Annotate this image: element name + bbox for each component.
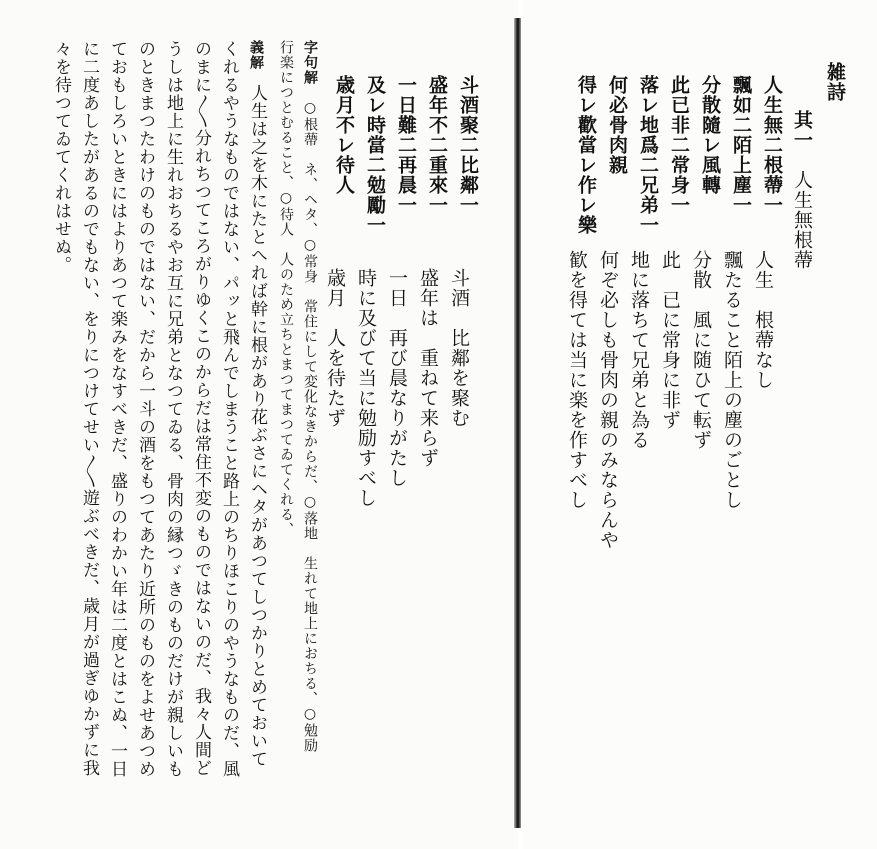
yomikudashi-line: 何ぞ必しも骨肉の親のみならんや — [597, 250, 619, 550]
yomikudashi-line: 人生 根蔕なし — [752, 250, 774, 390]
kanbun-line: 何必骨肉親 — [606, 75, 628, 175]
yomikudashi-line: 歓を得ては当に楽を作すべし — [566, 250, 588, 510]
gikai-line: うしは地上に生れおちるやお互に兄弟となつてゐる、骨肉の縁つゞきのものだけが親しいも — [163, 40, 183, 778]
kanbun-line: 盛年不二重來一 — [426, 75, 448, 215]
book-gutter — [514, 18, 521, 828]
kanbun-line: 斗酒聚二比鄰一 — [457, 75, 479, 215]
kanbun-line: 落レ地爲二兄弟一 — [637, 75, 659, 235]
right-page — [522, 0, 877, 849]
kanbun-line: 飄如二陌上塵一 — [730, 75, 752, 215]
yomikudashi-line: 此 已に常身に非ず — [659, 250, 681, 430]
gikai-label: 義解 — [248, 40, 264, 70]
kanbun-line: 此已非二常身一 — [668, 75, 690, 215]
poem-number: 其一 — [791, 110, 813, 150]
yomikudashi-line: 一日 再び晨なりがたし — [386, 268, 408, 488]
kanbun-line: 及レ時當二勉勵一 — [364, 75, 386, 235]
gikai-line: 人生は之を木にたとへれば幹に根があり花ぶさにヘタがあつてしつかりとめておいて — [247, 84, 267, 768]
yomikudashi-line: 飄たること陌上の塵のごとし — [721, 250, 743, 510]
gikai-line: のときまつたわけのものではない、だから一斗の酒をもつてあたり近所のものをよせあつめ — [135, 40, 155, 778]
yomikudashi-line: 斗酒 比鄰を聚む — [448, 268, 470, 428]
gikai-line: くれるやうなものではない、パッと飛んでしまうこと路上のちりほこりのやうなものだ、風 — [219, 40, 239, 778]
poem-heading: 雑詩 — [824, 62, 846, 102]
gikai-line: に二度あしたがあるのでもない、をりにつけてせい〳〵遊ぶべきだ、歳月が過ぎゆかずに我 — [79, 40, 99, 777]
kanbun-line: 得レ歡當レ作レ樂 — [575, 75, 597, 235]
kanbun-line: 人生無二根蔕一 — [761, 75, 783, 215]
yomikudashi-line: 地に落ちて兄弟と為る — [628, 250, 650, 450]
jikukai-label: 字句解 — [302, 40, 318, 85]
jikukai-line: ○根蔕 ネ、ヘタ、○常身 常住にして変化なきからだ、○落地 生れて地上におちる、○勉励 — [302, 100, 318, 753]
jikukai-line: 行楽につとむること、○待人 人のため立ちとまつてまつてゐてくれる、 — [278, 40, 294, 537]
kanbun-line: 分散隨レ風轉 — [699, 75, 721, 195]
gikai-line: ておもしろいときにはよりあつて楽みをなすべきだ、盛りのわかい年は二度とはこぬ、一日 — [107, 40, 127, 778]
poem-subtitle: 人生無根蔕 — [791, 170, 813, 270]
yomikudashi-line: 分散 風に随ひて転ず — [690, 250, 712, 450]
kanbun-line: 歳月不レ待人 — [333, 75, 355, 195]
kanbun-line: 一日難二再晨一 — [395, 75, 417, 215]
yomikudashi-line: 時に及びて当に勉励すべし — [355, 268, 377, 508]
yomikudashi-line: 盛年は 重ねて来らず — [417, 268, 439, 468]
yomikudashi-line: 歳月 人を待たず — [324, 268, 346, 428]
gikai-line: のまに〳〵分れちつてころがりゆくこのからだは常住不変のものではないのだ、我々人間ど — [191, 40, 211, 777]
gikai-line: 々を待つてゐてくれはせぬ。 — [51, 40, 71, 274]
